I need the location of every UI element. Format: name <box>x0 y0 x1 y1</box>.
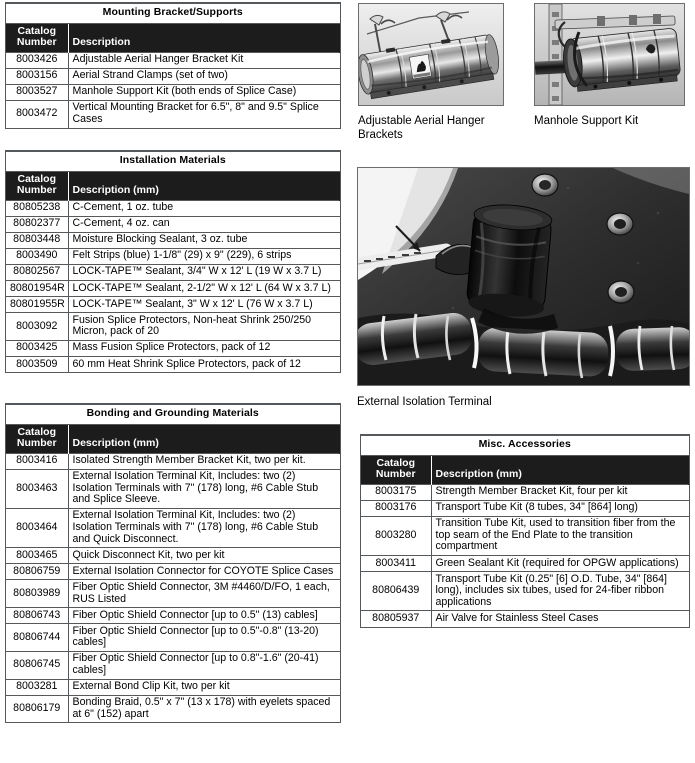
figure-caption-manhole-support-kit: Manhole Support Kit <box>534 115 639 127</box>
cell-catalog-number: 8003425 <box>6 340 68 356</box>
table-row <box>361 516 689 555</box>
cell-description: Fusion Splice Protectors, Non-heat Shrink 250/250 Micron, pack of 20 <box>68 313 340 341</box>
table-header-row <box>6 23 340 52</box>
cell-description: External Isolation Terminal Kit, Includes: two (2) Isolation Terminals with 7" (178) long, #6 Cable Stub and Quick Disconnect. <box>68 508 340 547</box>
cell-description: Isolated Strength Member Bracket Kit, two per kit. <box>68 453 340 469</box>
cell-description: Aerial Strand Clamps (set of two) <box>68 68 340 84</box>
cell-description: Felt Strips (blue) 1-1/8" (29) x 9" (229), 6 strips <box>68 248 340 264</box>
cell-description: Adjustable Aerial Hanger Bracket Kit <box>68 52 340 68</box>
table-row <box>6 651 340 679</box>
column-header-catalog-number <box>6 171 68 200</box>
table-row <box>6 608 340 624</box>
cell-catalog-number: 8003281 <box>6 679 68 695</box>
cell-description: Green Sealant Kit (required for OPGW applications) <box>431 556 689 572</box>
column-header-catalog-number <box>361 455 431 484</box>
table-title: Bonding and Grounding Materials <box>6 405 340 425</box>
table-row <box>6 340 340 356</box>
table-row <box>6 313 340 341</box>
table-row <box>361 556 689 572</box>
table-title-row <box>6 152 340 172</box>
cell-description: Transition Tube Kit, used to transition fiber from the top seam of the End Plate to the transition compartment <box>431 516 689 555</box>
table-mounting-bracket-supports <box>5 2 341 129</box>
table-row <box>6 216 340 232</box>
cell-catalog-number: 80801954R <box>6 281 68 297</box>
cell-description: Manhole Support Kit (both ends of Splice Case) <box>68 84 340 100</box>
table-row <box>361 500 689 516</box>
cell-description: Transport Tube Kit (8 tubes, 34" [864] long) <box>431 500 689 516</box>
cell-description: Transport Tube Kit (0.25" [6] O.D. Tube, 34" [864] long), includes six tubes, used for 24-fiber ribbon applications <box>431 572 689 611</box>
table-row <box>6 508 340 547</box>
photo-manhole-support-kit-image <box>535 4 684 105</box>
cell-description: LOCK-TAPE™ Sealant, 3" W x 12' L (76 W x 3.7 L) <box>68 297 340 313</box>
column-header-description: Description (mm) <box>431 455 689 484</box>
table-row <box>6 52 340 68</box>
cell-description: LOCK-TAPE™ Sealant, 3/4" W x 12' L (19 W x 3.7 L) <box>68 264 340 280</box>
cell-description: Quick Disconnect Kit, two per kit <box>68 548 340 564</box>
cell-catalog-number: 8003465 <box>6 548 68 564</box>
table-title: Installation Materials <box>6 152 340 172</box>
catalog-header-line1: Catalog <box>17 425 56 438</box>
table-row <box>6 564 340 580</box>
cell-catalog-number: 80806744 <box>6 624 68 652</box>
table-row <box>6 68 340 84</box>
cell-description: Fiber Optic Shield Connector [up to 0.5"-0.8" (13-20) cables] <box>68 624 340 652</box>
figure-manhole-support-kit <box>534 3 685 106</box>
cell-description: Air Valve for Stainless Steel Cases <box>431 611 689 627</box>
cell-description: Moisture Blocking Sealant, 3 oz. tube <box>68 232 340 248</box>
table-row <box>6 232 340 248</box>
table-row <box>6 281 340 297</box>
column-header-description: Description <box>68 23 340 52</box>
cell-catalog-number: 8003426 <box>6 52 68 68</box>
table-row <box>6 679 340 695</box>
cell-catalog-number: 8003176 <box>361 500 431 516</box>
table-misc-accessories <box>360 434 690 628</box>
table-row <box>6 200 340 216</box>
cell-description: External Isolation Connector for COYOTE Splice Cases <box>68 564 340 580</box>
table-row <box>6 624 340 652</box>
table-row <box>6 695 340 722</box>
column-header-catalog-number <box>6 23 68 52</box>
cell-catalog-number: 8003280 <box>361 516 431 555</box>
cell-catalog-number: 80806439 <box>361 572 431 611</box>
cell-catalog-number: 8003416 <box>6 453 68 469</box>
catalog-header-line1: Catalog <box>17 24 56 37</box>
table-header-row <box>361 455 689 484</box>
table-bonding-and-grounding-materials <box>5 403 341 723</box>
cell-description: C-Cement, 1 oz. tube <box>68 200 340 216</box>
photo-external-isolation-terminal-image <box>358 168 689 385</box>
cell-catalog-number: 80801955R <box>6 297 68 313</box>
catalog-header-line1: Catalog <box>376 456 415 469</box>
catalog-header-line2: Number <box>16 184 57 197</box>
column-header-description: Description (mm) <box>68 424 340 453</box>
cell-catalog-number: 80802567 <box>6 264 68 280</box>
table-row <box>6 357 340 373</box>
cell-catalog-number: 80806759 <box>6 564 68 580</box>
figure-caption-external-isolation-terminal: External Isolation Terminal <box>357 396 492 408</box>
column-header-description: Description (mm) <box>68 171 340 200</box>
cell-catalog-number: 8003092 <box>6 313 68 341</box>
table-row <box>6 548 340 564</box>
catalog-header-line1: Catalog <box>17 172 56 185</box>
cell-description: Fiber Optic Shield Connector, 3M #4460/D/FO, 1 each, RUS Listed <box>68 580 340 608</box>
table-row <box>361 572 689 611</box>
table-row <box>6 580 340 608</box>
table-title: Mounting Bracket/Supports <box>6 4 340 24</box>
cell-description: Bonding Braid, 0.5" x 7" (13 x 178) with eyelets spaced at 6" (152) apart <box>68 695 340 722</box>
table-title: Misc. Accessories <box>361 436 689 456</box>
table-header-row <box>6 424 340 453</box>
table-row <box>361 611 689 627</box>
cell-description: C-Cement, 4 oz. can <box>68 216 340 232</box>
cell-catalog-number: 8003490 <box>6 248 68 264</box>
cell-catalog-number: 80802377 <box>6 216 68 232</box>
cell-catalog-number: 8003464 <box>6 508 68 547</box>
cell-description: Mass Fusion Splice Protectors, pack of 12 <box>68 340 340 356</box>
table-row <box>6 297 340 313</box>
column-header-catalog-number <box>6 424 68 453</box>
catalog-header-line2: Number <box>375 468 416 481</box>
cell-description: Vertical Mounting Bracket for 6.5", 8" and 9.5" Splice Cases <box>68 100 340 127</box>
table-title-row <box>6 405 340 425</box>
table-installation-materials <box>5 150 341 373</box>
figure-external-isolation-terminal <box>357 167 690 386</box>
table-row <box>6 453 340 469</box>
table-row <box>6 469 340 508</box>
cell-description: External Bond Clip Kit, two per kit <box>68 679 340 695</box>
table-row <box>6 84 340 100</box>
cell-catalog-number: 80803448 <box>6 232 68 248</box>
table-row <box>6 100 340 127</box>
cell-description: Fiber Optic Shield Connector [up to 0.8"-1.6" (20-41) cables] <box>68 651 340 679</box>
table-header-row <box>6 171 340 200</box>
cell-catalog-number: 8003509 <box>6 357 68 373</box>
cell-description: LOCK-TAPE™ Sealant, 2-1/2" W x 12' L (64 W x 3.7 L) <box>68 281 340 297</box>
cell-description: Strength Member Bracket Kit, four per kit <box>431 484 689 500</box>
cell-catalog-number: 8003463 <box>6 469 68 508</box>
cell-catalog-number: 80805937 <box>361 611 431 627</box>
catalog-header-line2: Number <box>16 36 57 49</box>
table-title-row <box>361 436 689 456</box>
cell-description: External Isolation Terminal Kit, Includes: two (2) Isolation Terminals with 7" (178) long, #6 Cable Stub and Splice Sleeve. <box>68 469 340 508</box>
cell-description: Fiber Optic Shield Connector [up to 0.5" (13) cables] <box>68 608 340 624</box>
cell-catalog-number: 80806743 <box>6 608 68 624</box>
cell-description: 60 mm Heat Shrink Splice Protectors, pack of 12 <box>68 357 340 373</box>
cell-catalog-number: 80806179 <box>6 695 68 722</box>
table-row <box>361 484 689 500</box>
cell-catalog-number: 80805238 <box>6 200 68 216</box>
cell-catalog-number: 8003156 <box>6 68 68 84</box>
cell-catalog-number: 8003472 <box>6 100 68 127</box>
cell-catalog-number: 80806745 <box>6 651 68 679</box>
catalog-header-line2: Number <box>16 437 57 450</box>
figure-caption-adjustable-aerial-hanger-brackets: Adjustable Aerial Hanger Brackets <box>358 115 485 141</box>
figure-adjustable-aerial-hanger-brackets <box>358 3 504 106</box>
cell-catalog-number: 80803989 <box>6 580 68 608</box>
table-row <box>6 264 340 280</box>
cell-catalog-number: 8003411 <box>361 556 431 572</box>
table-row <box>6 248 340 264</box>
table-title-row <box>6 4 340 24</box>
cell-catalog-number: 8003527 <box>6 84 68 100</box>
cell-catalog-number: 8003175 <box>361 484 431 500</box>
photo-aerial-hanger-brackets-image <box>359 4 503 105</box>
